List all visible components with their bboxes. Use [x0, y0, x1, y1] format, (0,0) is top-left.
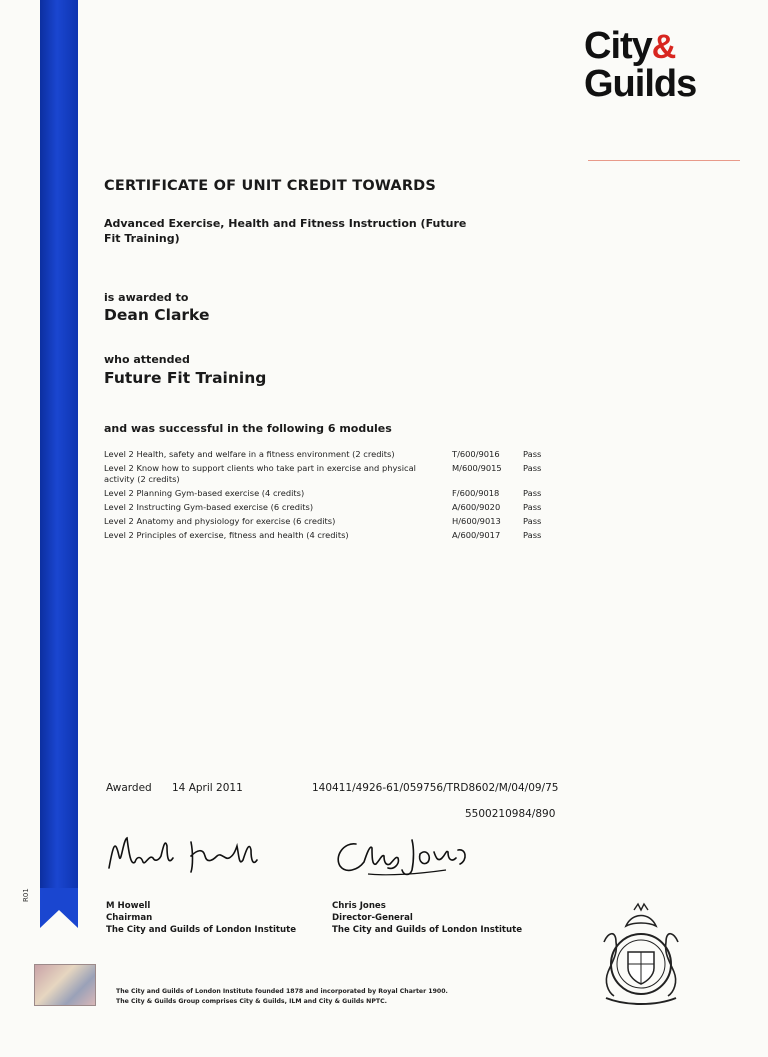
- logo-divider: [588, 160, 740, 161]
- qualification-name: Advanced Exercise, Health and Fitness Instruction (Future Fit Training): [104, 217, 467, 245]
- module-result: Pass: [523, 449, 542, 459]
- modules-heading: and was successful in the following 6 modules: [104, 422, 392, 435]
- signatory-block-director: [332, 900, 522, 936]
- module-code: H/600/9013: [452, 515, 501, 526]
- candidate-name: Dean Clarke: [104, 306, 210, 324]
- module-result: Pass: [523, 487, 542, 498]
- certificate-reference: 140411/4926-61/059756/TRD8602/M/04/09/75: [312, 782, 559, 794]
- centre-name: Future Fit Training: [104, 369, 267, 387]
- blue-ribbon: [40, 0, 78, 890]
- module-row: [104, 488, 564, 499]
- module-description: Level 2 Health, safety and welfare in a fitness environment (2 credits): [104, 449, 395, 459]
- coat-of-arms-icon: [586, 902, 696, 1010]
- logo-text-city: City: [584, 25, 652, 67]
- module-code: F/600/9018: [452, 487, 500, 498]
- module-code: M/600/9015: [452, 463, 502, 474]
- signatory-name: Chris Jones: [332, 901, 386, 911]
- awarded-to-label: is awarded to: [104, 291, 189, 304]
- award-date: 14 April 2011: [172, 782, 243, 794]
- signature-howell: [105, 826, 280, 886]
- ribbon-code: R01: [22, 888, 30, 902]
- ribbon-tail: [40, 888, 78, 928]
- module-code: A/600/9020: [452, 501, 501, 512]
- module-code: A/600/9017: [452, 529, 501, 540]
- module-result: Pass: [523, 515, 542, 526]
- signatory-organisation: The City and Guilds of London Institute: [106, 925, 297, 935]
- module-result: Pass: [523, 501, 542, 512]
- awarded-label: Awarded: [106, 782, 152, 794]
- module-description: Level 2 Know how to support clients who take part in exercise and physical activity (2 credits): [104, 463, 416, 484]
- signatory-role: Director-General: [332, 913, 413, 923]
- signatory-role: Chairman: [106, 913, 153, 923]
- logo-ampersand: &: [651, 28, 676, 66]
- module-description: Level 2 Anatomy and physiology for exercise (6 credits): [104, 515, 336, 526]
- module-description: Level 2 Instructing Gym-based exercise (6 credits): [104, 501, 314, 512]
- footer-notes: [116, 987, 448, 1007]
- signatory-name: M Howell: [106, 901, 151, 911]
- city-guilds-logo: [584, 25, 704, 105]
- modules-list: [104, 449, 564, 544]
- hologram-seal: [34, 964, 96, 1006]
- certificate-number: 5500210984/890: [465, 808, 556, 820]
- module-result: Pass: [523, 463, 542, 474]
- footer-line: The City and Guilds of London Institute founded 1878 and incorporated by Royal Charter 1900.: [116, 988, 448, 995]
- module-row: [104, 463, 564, 484]
- module-row: [104, 516, 564, 527]
- signatory-block-chairman: [106, 900, 296, 936]
- footer-line: The City & Guilds Group comprises City & Guilds, ILM and City & Guilds NPTC.: [116, 998, 387, 1005]
- signature-jones: [328, 826, 478, 886]
- attended-label: who attended: [104, 353, 190, 366]
- signatory-organisation: The City and Guilds of London Institute: [332, 925, 523, 935]
- module-description: Level 2 Planning Gym-based exercise (4 credits): [104, 487, 305, 498]
- logo-text-guilds: Guilds: [584, 63, 697, 105]
- module-code: T/600/9016: [452, 449, 500, 459]
- certificate-title: CERTIFICATE OF UNIT CREDIT TOWARDS: [104, 178, 437, 194]
- module-row: [104, 530, 564, 541]
- module-result: Pass: [523, 529, 542, 540]
- module-row: [104, 449, 564, 460]
- module-row: [104, 502, 564, 513]
- module-description: Level 2 Principles of exercise, fitness and health (4 credits): [104, 529, 349, 540]
